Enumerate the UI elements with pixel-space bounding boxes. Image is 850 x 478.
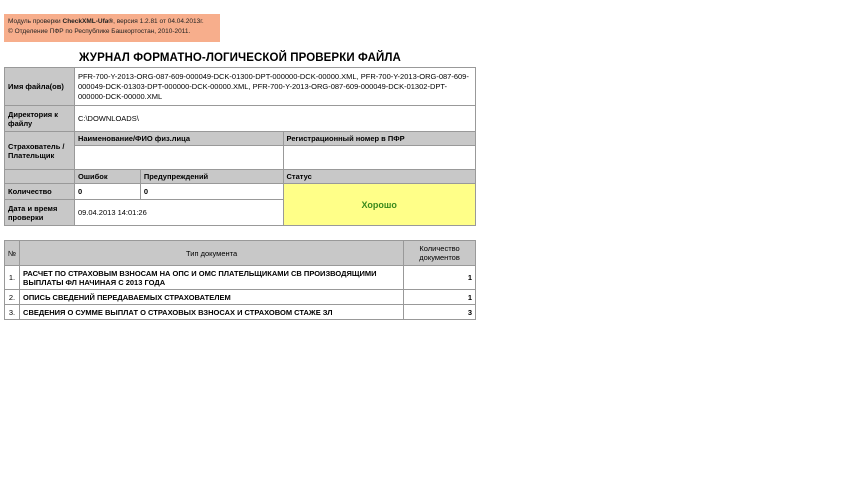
row-num: 3. [5, 305, 20, 320]
dir-label: Директория к файлу [5, 106, 75, 132]
errors-header: Ошибок [74, 170, 140, 184]
dir-value: C:\DOWNLOADS\ [74, 106, 475, 132]
name-header: Наименование/ФИО физ.лица [74, 132, 283, 146]
datetime-label: Дата и время проверки [5, 200, 75, 226]
row-type: СВЕДЕНИЯ О СУММЕ ВЫПЛАТ О СТРАХОВЫХ ВЗНОСАХ И СТРАХОВОМ СТАЖЕ ЗЛ [20, 305, 404, 320]
module-banner [4, 14, 220, 42]
row-count: 3 [404, 305, 476, 320]
files-label: Имя файла(ов) [5, 68, 75, 106]
row-count: 1 [404, 266, 476, 290]
row-type: РАСЧЕТ ПО СТРАХОВЫМ ВЗНОСАМ НА ОПС И ОМС ПЛАТЕЛЬЩИКАМИ СВ ПРОИЗВОДЯЩИМИ ВЫПЛАТЫ ФЛ НАЧИНАЯ С 2013 ГОДА [20, 266, 404, 290]
regnum-header: Регистрационный номер в ПФР [283, 132, 476, 146]
payer-regnum [283, 146, 476, 170]
file-info-table [4, 67, 476, 226]
row-type: ОПИСЬ СВЕДЕНИЙ ПЕРЕДАВАЕМЫХ СТРАХОВАТЕЛЕМ [20, 290, 404, 305]
banner-product: CheckXML-Ufa® [62, 18, 114, 25]
documents-table [4, 240, 476, 320]
banner-prefix: Модуль проверки [8, 18, 63, 25]
banner-version: , версия 1.2.81 от 04.04.2013г. [113, 18, 204, 25]
row-num: 2. [5, 290, 20, 305]
payer-label: Страхователь / Плательщик [5, 132, 75, 170]
status-header: Статус [283, 170, 476, 184]
status-badge: Хорошо [283, 184, 476, 226]
col-num-header: № [5, 241, 20, 266]
table-row [5, 266, 476, 290]
files-value: PFR-700-Y-2013-ORG-087-609-000049-DCK-01300-DPT-000000-DCK-00000.XML, PFR-700-Y-2013-ORG-087-609-000049-DCK-01303-DPT-000000-DCK-00000.XML, PFR-700-Y-2013-ORG-087-609-000049-DCK-01302-DPT-000000-DCK-00000.XML [74, 68, 475, 106]
count-label: Количество [5, 184, 75, 200]
banner-line2: © Отделение ПФР по Республике Башкортостан, 2010-2011. [8, 28, 191, 35]
banner-line1 [8, 17, 220, 27]
datetime-value: 09.04.2013 14:01:26 [74, 200, 283, 226]
table-row [5, 305, 476, 320]
warnings-header: Предупреждений [140, 170, 283, 184]
page-title: ЖУРНАЛ ФОРМАТНО-ЛОГИЧЕСКОЙ ПРОВЕРКИ ФАЙЛА [79, 52, 401, 64]
row-count: 1 [404, 290, 476, 305]
payer-name [74, 146, 283, 170]
warnings-value: 0 [140, 184, 283, 200]
col-type-header: Тип документа [20, 241, 404, 266]
errors-value: 0 [74, 184, 140, 200]
row-num: 1. [5, 266, 20, 290]
empty-header [5, 170, 75, 184]
col-count-header: Количество документов [404, 241, 476, 266]
table-row [5, 290, 476, 305]
